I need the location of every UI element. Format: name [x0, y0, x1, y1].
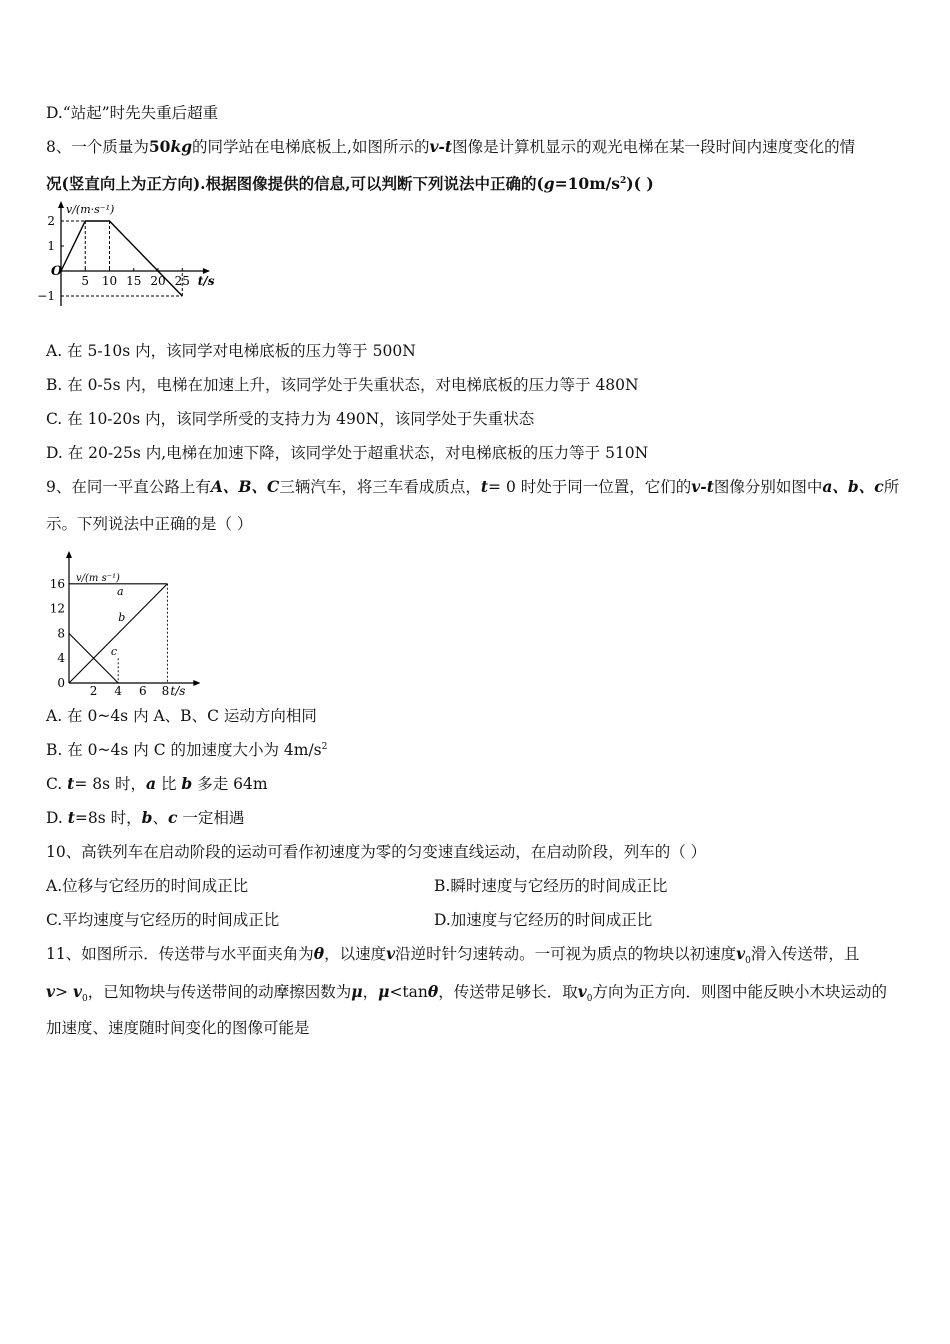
q8-y-tick-label: 2: [47, 214, 55, 228]
q9-stem-line1: 9、在同一平直公路上有A、B、C三辆汽车，将三车看成质点，t= 0 时处于同一位置，它们的v-t图像分别如图中a、b、c所: [46, 477, 900, 496]
q10-option-a: A.位移与它经历的时间成正比: [46, 877, 249, 895]
q8-y-tick-label: −1: [37, 289, 55, 303]
q9-series-label-b: b: [118, 611, 126, 624]
q9-y-tick-label: 12: [49, 601, 65, 616]
q9-option-d: D. t=8s 时，b、c 一定相遇: [46, 808, 245, 827]
q9-x-tick-label: 8: [161, 684, 170, 698]
q8-origin-label: O: [51, 264, 63, 279]
q8-stem-line2: 况(竖直向上为正方向).根据图像提供的信息,可以判断下列说法中正确的$(g=10m/s^2)$( ): [46, 174, 654, 193]
q9-x-axis-label: t/s: [170, 684, 186, 698]
q9-series-label-a: a: [116, 584, 124, 598]
q10-stem: 10、高铁列车在启动阶段的运动可看作初速度为零的匀变速直线运动，在启动阶段，列车的（ ）: [46, 843, 707, 861]
q9-series-label-c: c: [110, 645, 117, 659]
q8-x-tick-label: 5: [81, 274, 90, 288]
q9-x-tick-label: 2: [89, 684, 98, 698]
q10-options-row1: [46, 876, 946, 896]
q9-y-tick-label: 4: [57, 651, 65, 666]
q9-y-axis-label: v/(m s⁻¹): [76, 572, 120, 584]
q8-x-tick-label: 25: [174, 274, 190, 288]
q9-x-tick-label: 6: [138, 684, 147, 698]
q8-stem-line1: 8、一个质量为50kg的同学站在电梯底板上,如图所示的v-t图像是计算机显示的观光电梯在某一段时间内速度变化的情: [46, 137, 856, 156]
q8-x-tick-label: 10: [101, 274, 118, 288]
q9-option-b: B. 在 0~4s 内 C 的加速度大小为 $4m/s^2$: [46, 741, 328, 759]
q10-option-b: B.瞬时速度与它经历的时间成正比: [434, 877, 668, 895]
q9-option-c: C. t= 8s 时，a 比 b 多走 64m: [46, 774, 268, 793]
q9-y-tick-label: 0: [57, 676, 65, 690]
q8-y-axis-arrow: [58, 201, 64, 208]
q8-option-c: C. 在 10-20s 内，该同学所受的支持力为 490N，该同学处于失重状态: [46, 410, 535, 428]
q8-y-tick-label: 1: [47, 239, 55, 253]
q10-option-c: C.平均速度与它经历的时间成正比: [46, 911, 280, 929]
q9-y-axis-arrow: [66, 551, 72, 558]
q11-stem-line3: 加速度、速度随时间变化的图像可能是: [46, 1019, 310, 1037]
q9-option-a: A. 在 0~4s 内 A、B、C 运动方向相同: [46, 707, 317, 725]
q8-option-a: A. 在 5-10s 内，该同学对电梯底板的压力等于 500N: [46, 342, 416, 360]
q9-vt-chart: [40, 548, 200, 696]
q8-x-tick-label: 20: [150, 274, 166, 288]
q9-stem-line2: 示。下列说法中正确的是（ ）: [46, 515, 253, 533]
q11-stem-line2: $v> v_0$，已知物块与传送带间的动摩擦因数为μ，μ<tanθ，传送带足够长．取$v_0$方向为正方向．则图中能反映小木块运动的: [46, 982, 888, 1005]
q9-x-axis-arrow: [193, 680, 200, 686]
q9-y-tick-label: 16: [49, 576, 65, 591]
q8-x-tick-label: 15: [126, 274, 142, 288]
q11-stem-line1: 11、如图所示．传送带与水平面夹角为θ，以速度v沿逆时针匀速转动。一可视为质点的物块以初速度$v_0$滑入传送带，且: [46, 944, 860, 967]
q7-option-d: D.“站起”时先失重后超重: [46, 104, 219, 122]
q8-vt-chart: [37, 198, 230, 310]
q10-option-d: D.加速度与它经历的时间成正比: [434, 911, 653, 929]
q8-y-axis-label: v/(m·s⁻¹): [66, 203, 115, 216]
q9-x-tick-label: 4: [114, 684, 123, 698]
q8-x-axis-label: t/s: [197, 274, 215, 288]
q10-options-row2: [46, 910, 946, 930]
q8-option-d: D. 在 20-25s 内,电梯在加速下降，该同学处于超重状态，对电梯底板的压力等于 510N: [46, 444, 649, 462]
q9-y-tick-label: 8: [57, 626, 65, 641]
q8-option-b: B. 在 0-5s 内，电梯在加速上升，该同学处于失重状态，对电梯底板的压力等于 480N: [46, 376, 639, 394]
